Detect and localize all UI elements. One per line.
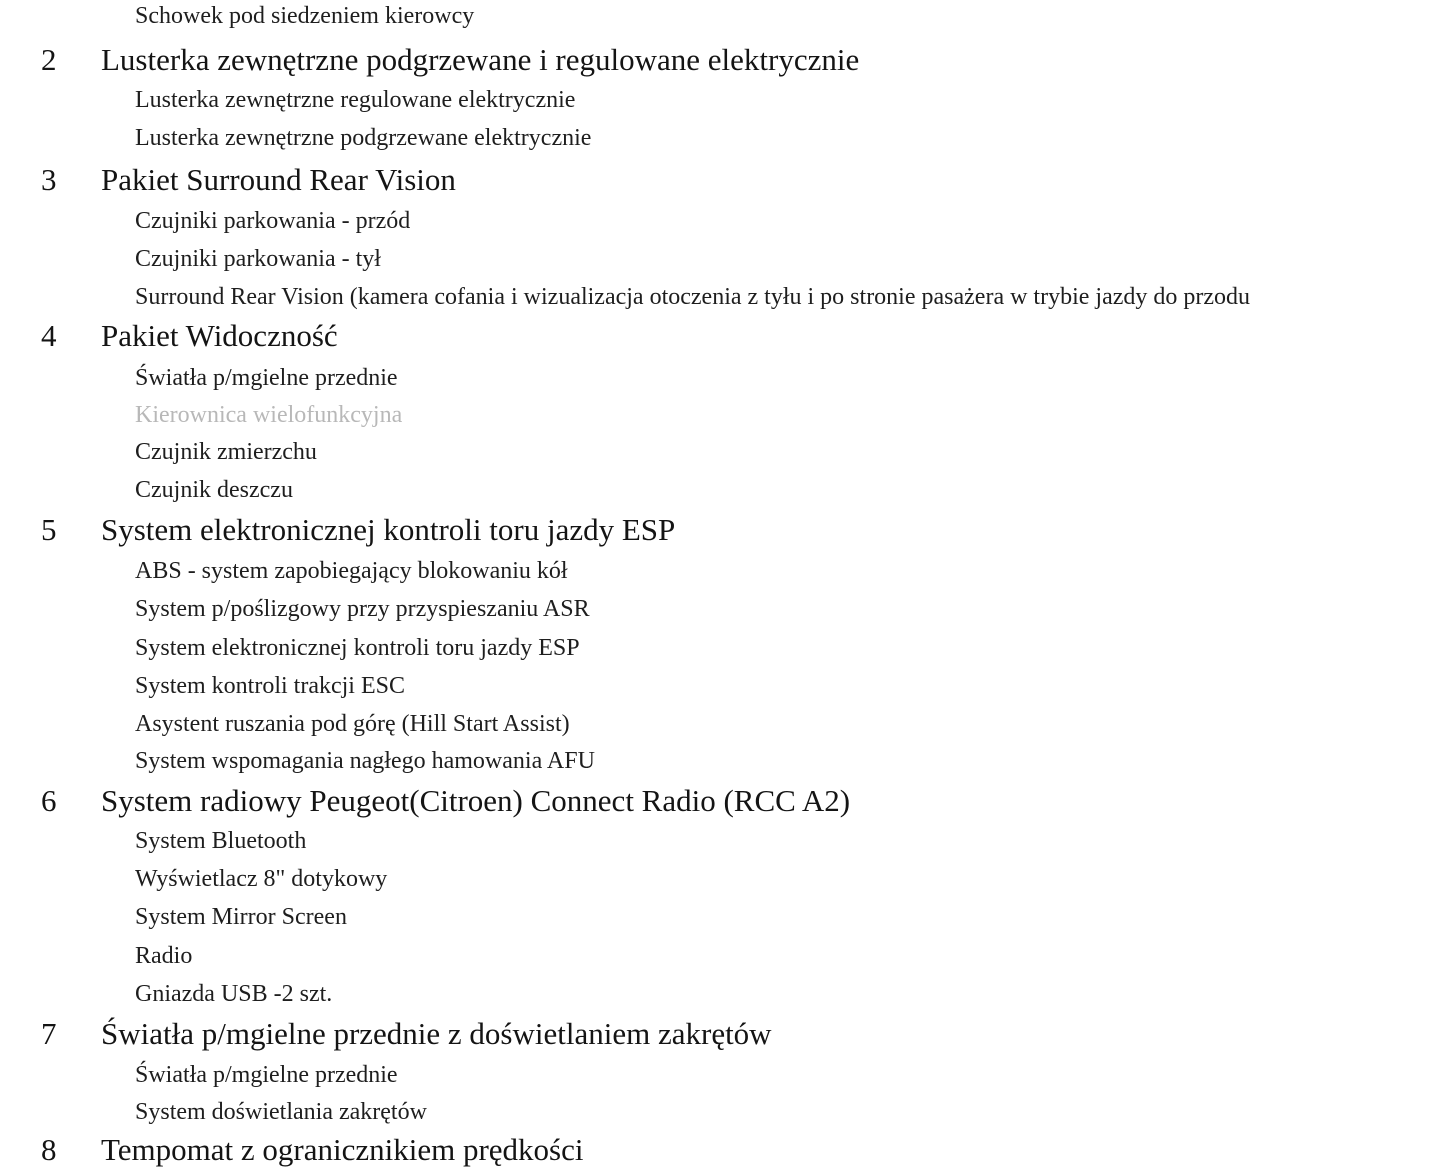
list-item: Czujniki parkowania - przód	[135, 208, 411, 234]
section-title: Światła p/mgielne przednie z doświetlaniem zakrętów	[101, 1016, 772, 1051]
section-title: Tempomat z ogranicznikiem prędkości	[101, 1132, 584, 1167]
section-number: 3	[41, 162, 57, 197]
list-item: Czujnik deszczu	[135, 477, 293, 503]
section-number: 8	[41, 1132, 57, 1167]
list-item: Czujnik zmierzchu	[135, 439, 317, 465]
list-item: Lusterka zewnętrzne regulowane elektrycznie	[135, 87, 576, 113]
list-item: Czujniki parkowania - tył	[135, 246, 381, 272]
list-item-muted: Kierownica wielofunkcyjna	[135, 402, 403, 428]
list-item: Radio	[135, 943, 193, 969]
list-item: System Mirror Screen	[135, 904, 347, 930]
section-title: System elektronicznej kontroli toru jazdy ESP	[101, 512, 676, 547]
section-number: 2	[41, 42, 57, 77]
list-item: Surround Rear Vision (kamera cofania i wizualizacja otoczenia z tyłu i po stronie pasażera w trybie jazdy do przodu	[135, 284, 1251, 310]
list-item: Asystent ruszania pod górę (Hill Start Assist)	[135, 711, 570, 737]
list-item: Gniazda USB -2 szt.	[135, 981, 333, 1007]
section-title: System radiowy Peugeot(Citroen) Connect Radio (RCC A2)	[101, 783, 851, 818]
list-item: Światła p/mgielne przednie	[135, 1062, 398, 1088]
list-item: Schowek pod siedzeniem kierowcy	[135, 3, 475, 29]
list-item: Światła p/mgielne przednie	[135, 365, 398, 391]
section-title: Pakiet Surround Rear Vision	[101, 162, 456, 197]
list-item: Wyświetlacz 8" dotykowy	[135, 866, 388, 892]
section-title: Pakiet Widoczność	[101, 318, 338, 353]
section-number: 6	[41, 783, 57, 818]
list-item: System Bluetooth	[135, 828, 307, 854]
list-item: System doświetlania zakrętów	[135, 1099, 427, 1125]
section-title: Lusterka zewnętrzne podgrzewane i regulowane elektrycznie	[101, 42, 860, 77]
list-item: System p/poślizgowy przy przyspieszaniu ASR	[135, 596, 590, 622]
list-item: ABS - system zapobiegający blokowaniu kół	[135, 558, 568, 584]
list-item: Lusterka zewnętrzne podgrzewane elektrycznie	[135, 125, 592, 151]
section-number: 7	[41, 1016, 57, 1051]
section-number: 5	[41, 512, 57, 547]
list-item: System kontroli trakcji ESC	[135, 673, 405, 699]
list-item: System wspomagania nagłego hamowania AFU	[135, 748, 595, 774]
list-item: System elektronicznej kontroli toru jazdy ESP	[135, 635, 580, 661]
section-number: 4	[41, 318, 57, 353]
